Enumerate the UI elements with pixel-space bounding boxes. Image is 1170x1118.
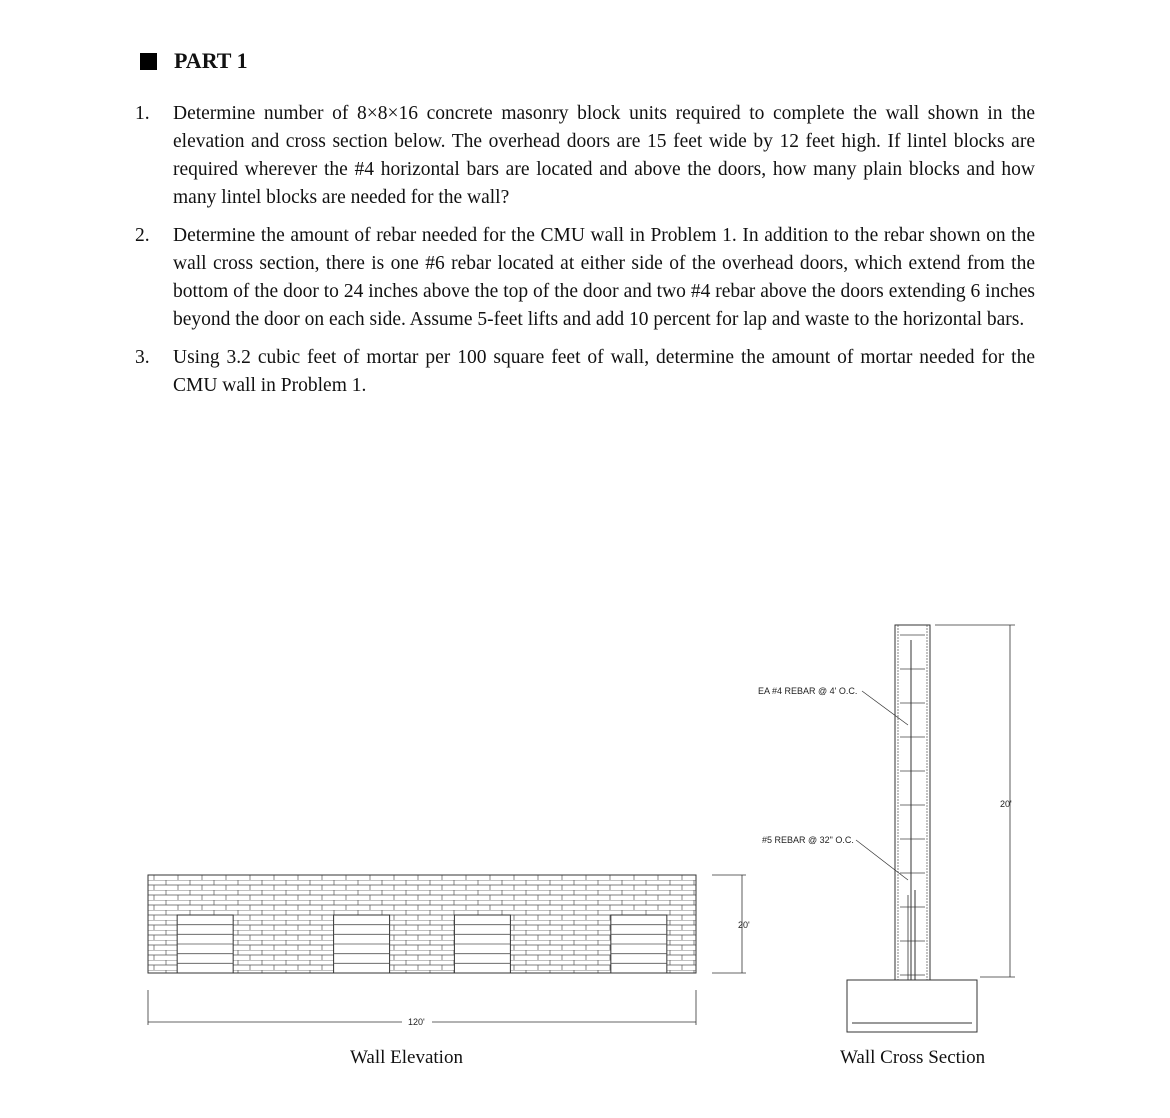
black-square-icon bbox=[140, 53, 157, 70]
wall-elevation-caption: Wall Elevation bbox=[350, 1047, 463, 1068]
part-heading bbox=[140, 48, 248, 74]
problem-text: Determine number of 8×8×16 concrete masonry block units required to complete the wall shown in the elevation and cross section below. The overhead doors are 15 feet wide by 12 feet high. If lintel blocks are required wherever the #4 horizontal bars are located and above the doors, how many plain blocks and how many lintel blocks are needed for the wall? bbox=[173, 103, 1035, 208]
wall-cross-section-caption: Wall Cross Section bbox=[840, 1047, 986, 1068]
problem-3 bbox=[135, 344, 1035, 400]
footing bbox=[847, 980, 977, 1032]
wall-elevation-drawing bbox=[130, 860, 770, 1040]
problem-1 bbox=[135, 100, 1035, 212]
rebar-label-mid: #5 REBAR @ 32" O.C. bbox=[762, 835, 854, 845]
problem-number: 2. bbox=[135, 225, 150, 246]
section-height-label: 20' bbox=[1000, 799, 1012, 809]
problem-2 bbox=[135, 222, 1035, 334]
problem-number: 3. bbox=[135, 347, 150, 368]
problem-text: Using 3.2 cubic feet of mortar per 100 square feet of wall, determine the amount of mortar needed for the CMU wall in Problem 1. bbox=[173, 347, 1035, 396]
width-dimension-label: 120' bbox=[408, 1017, 425, 1027]
problem-text: Determine the amount of rebar needed for the CMU wall in Problem 1. In addition to the rebar shown on the wall cross section, there is one #6 rebar located at either side of the overhead doors, which extend from the bottom of the door to 24 inches above the top of the door and two #4 rebar above the doors extending 6 inches beyond the door on each side. Assume 5-feet lifts and add 10 percent for lap and waste to the horizontal bars. bbox=[173, 225, 1035, 330]
height-dimension-label: 20' bbox=[738, 920, 750, 930]
problem-number: 1. bbox=[135, 103, 150, 124]
rebar-label-top: EA #4 REBAR @ 4' O.C. bbox=[758, 686, 858, 696]
problem-list bbox=[135, 100, 1035, 410]
cmu-wall-section bbox=[895, 625, 930, 980]
part-title: PART 1 bbox=[174, 48, 248, 73]
wall-cross-section-drawing bbox=[750, 615, 1040, 1040]
